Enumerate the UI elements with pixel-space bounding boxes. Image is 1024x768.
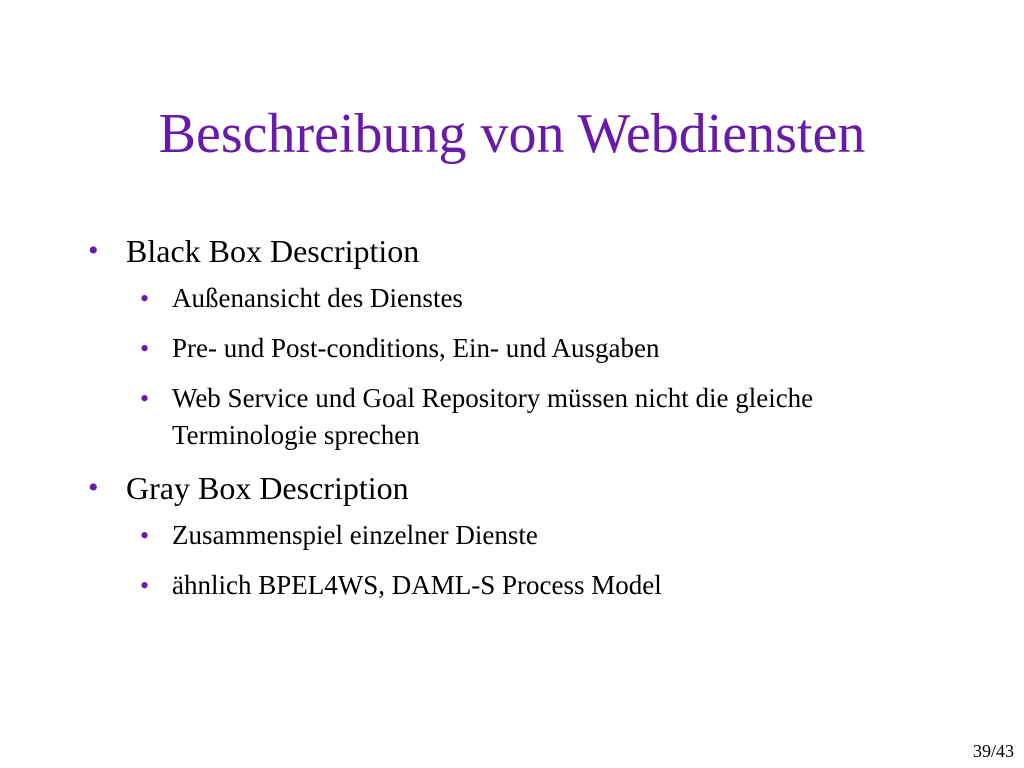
bullet-icon: •: [140, 334, 150, 363]
sub-bullet-text: Außenansicht des Dienstes: [172, 283, 463, 313]
bullet-icon: •: [88, 471, 99, 504]
sub-bullet-item: [84, 380, 964, 454]
sub-bullet-text: ähnlich BPEL4WS, DAML-S Process Model: [172, 570, 662, 600]
bullet-item-gray-box: [84, 467, 964, 509]
slide-title: Beschreibung von Webdiensten: [158, 103, 866, 165]
sub-bullet-item: [84, 567, 964, 604]
sub-bullet-text: Web Service und Goal Repository müssen nicht die gleiche Terminologie sprechen: [172, 383, 814, 450]
sub-bullet-text: Pre- und Post-conditions, Ein- und Ausgaben: [172, 333, 660, 363]
sub-bullet-item: [84, 280, 964, 317]
bullet-icon: •: [140, 284, 150, 313]
page-number: 39/43: [972, 741, 1014, 761]
bullet-text: Black Box Description: [126, 233, 420, 269]
bullet-icon: •: [140, 384, 150, 413]
sub-bullet-list: [84, 517, 964, 604]
sub-bullet-item: [84, 330, 964, 367]
bullet-text: Gray Box Description: [126, 470, 409, 506]
bullet-icon: •: [88, 234, 99, 267]
sub-bullet-list: [84, 280, 964, 454]
bullet-icon: •: [140, 521, 150, 550]
bullet-list: [84, 230, 964, 617]
sub-bullet-item: [84, 517, 964, 554]
sub-bullet-text: Zusammenspiel einzelner Dienste: [172, 520, 538, 550]
bullet-item-black-box: [84, 230, 964, 272]
bullet-icon: •: [140, 571, 150, 600]
